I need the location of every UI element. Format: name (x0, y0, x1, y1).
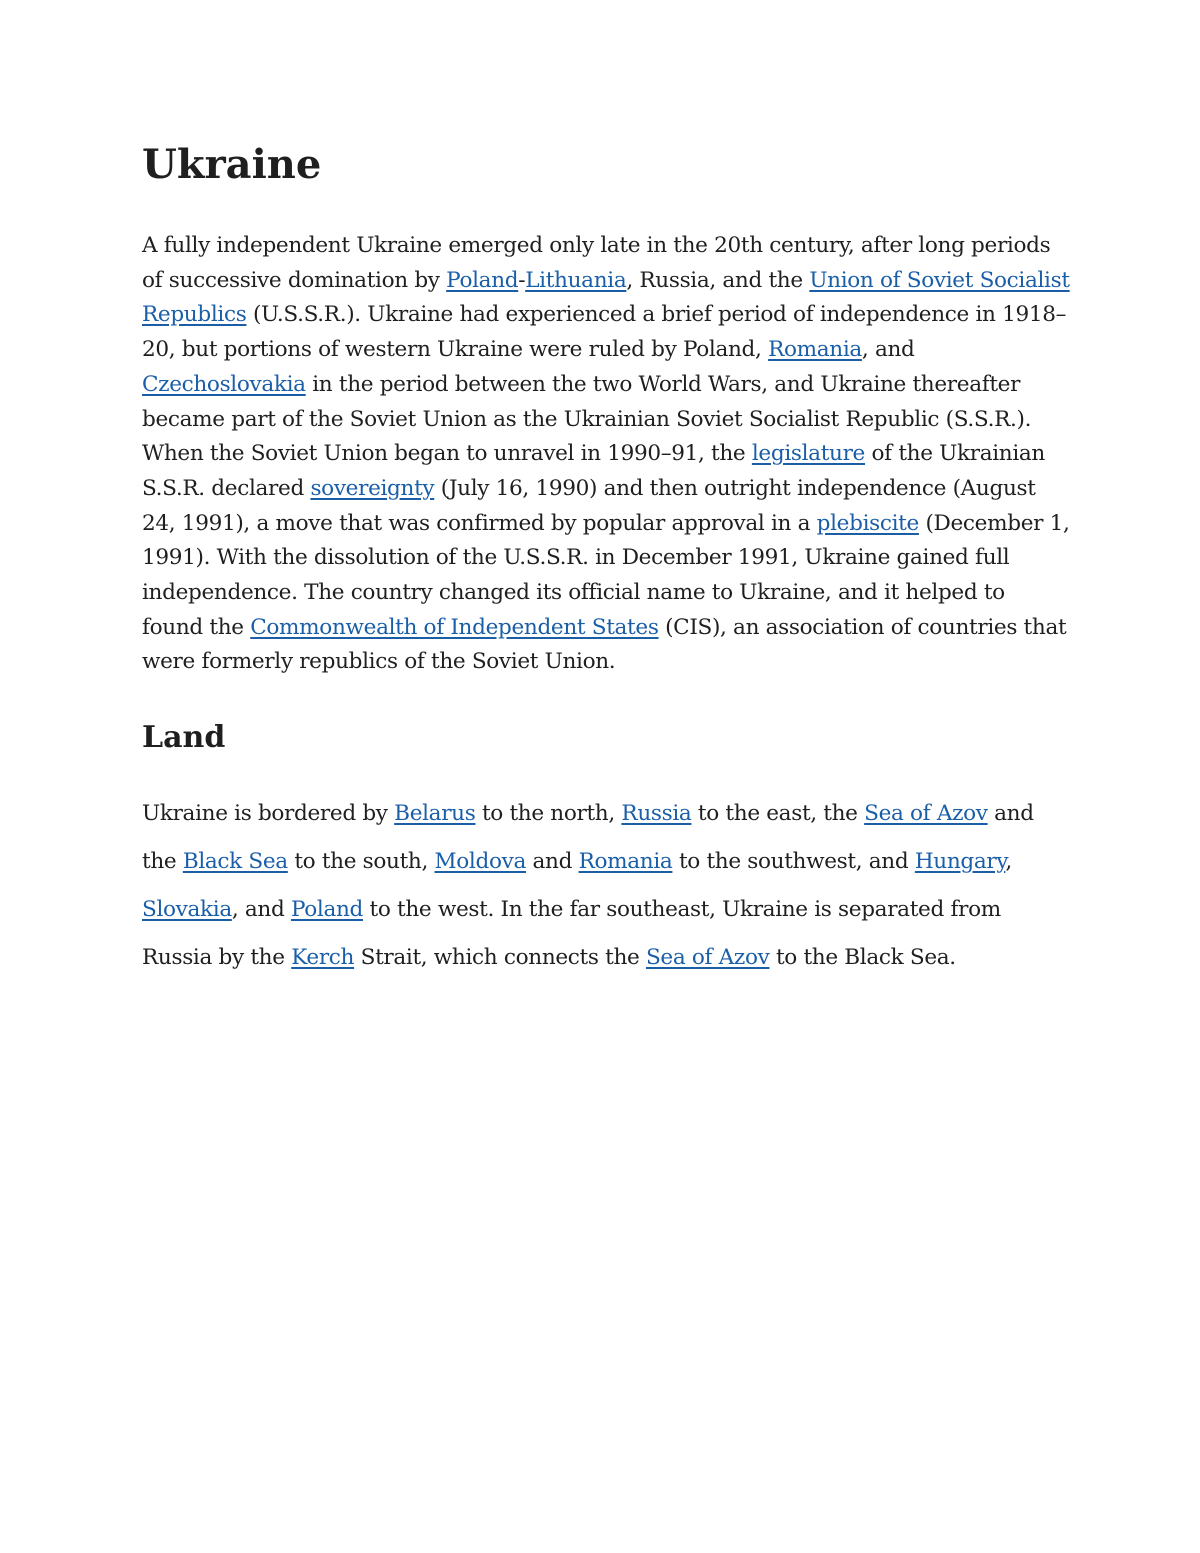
page-title: Ukraine (142, 141, 322, 188)
land-text: to the west. In the far southeast, Ukraine is separated from Russia by the (142, 897, 1001, 971)
land-text: , (1005, 849, 1012, 875)
land-text: to the south, (287, 849, 435, 875)
intro-text: of the Ukrainian S.S.R. declared (142, 441, 1045, 501)
link-romania-land[interactable]: Romania (578, 849, 673, 875)
link-poland[interactable]: Poland (446, 267, 519, 293)
intro-text: in the period between the two World Wars, and Ukraine thereafter became part of the Soviet Union as the Ukrainian Soviet Socialist Republic (S.S.R.). When the Soviet Union began to unravel in 1990–91, the (142, 371, 1032, 467)
link-moldova[interactable]: Moldova (434, 849, 526, 875)
link-czechoslovakia[interactable]: Czechoslovakia (142, 371, 306, 397)
land-paragraph (142, 790, 1072, 982)
land-text: to the southwest, and (672, 849, 915, 875)
link-belarus[interactable]: Belarus (394, 801, 476, 827)
link-poland-land[interactable]: Poland (290, 897, 364, 923)
section-heading-land: Land (142, 720, 226, 756)
link-ussr[interactable]: Union of Soviet Socialist Republics (142, 267, 1070, 328)
intro-paragraph (142, 229, 1072, 680)
link-commonwealth-of-independent-states[interactable]: Commonwealth of Independent States (250, 614, 659, 640)
link-legislature[interactable]: legislature (751, 441, 865, 467)
intro-text: (CIS), an association of countries that were formerly republics of the Soviet Union. (142, 614, 1067, 675)
intro-text: (July 16, 1990) and then outright independence (August 24, 1991), a move that was confirmed by popular approval in a (142, 475, 1036, 536)
document-page (142, 135, 1072, 982)
link-sea-of-azov-2[interactable]: Sea of Azov (645, 945, 770, 971)
intro-text: - (518, 267, 526, 293)
link-kerch[interactable]: Kerch (291, 945, 355, 971)
land-text: to the north, (475, 801, 622, 827)
link-hungary[interactable]: Hungary (914, 849, 1006, 875)
land-text: to the Black Sea. (769, 945, 956, 971)
land-text: and (525, 849, 579, 875)
link-slovakia[interactable]: Slovakia (142, 897, 232, 923)
link-lithuania[interactable]: Lithuania (525, 267, 627, 293)
link-sovereignty[interactable]: sovereignty (310, 475, 435, 501)
land-text: and the (142, 801, 1034, 875)
land-text: Strait, which connects the (354, 945, 646, 971)
intro-text: (U.S.S.R.). Ukraine had experienced a brief period of independence in 1918–20, but portions of western Ukraine were ruled by Poland, (142, 302, 1067, 363)
land-text: , and (231, 897, 291, 923)
link-romania[interactable]: Romania (768, 337, 862, 363)
intro-text: A fully independent Ukraine emerged only late in the 20th century, after long periods of successive domination by (142, 233, 1051, 293)
link-plebiscite[interactable]: plebiscite (816, 510, 919, 536)
land-text: to the east, the (691, 801, 865, 827)
intro-text: , Russia, and the (626, 267, 810, 293)
link-sea-of-azov[interactable]: Sea of Azov (864, 801, 988, 827)
intro-text: (December 1, 1991). With the dissolution of the U.S.S.R. in December 1991, Ukraine gained full independence. The country changed its official name to Ukraine, and it helped to found the (142, 510, 1070, 640)
land-text: Ukraine is bordered by (142, 801, 395, 827)
link-black-sea[interactable]: Black Sea (182, 849, 288, 875)
intro-text: , and (861, 337, 915, 363)
link-russia[interactable]: Russia (621, 801, 692, 827)
